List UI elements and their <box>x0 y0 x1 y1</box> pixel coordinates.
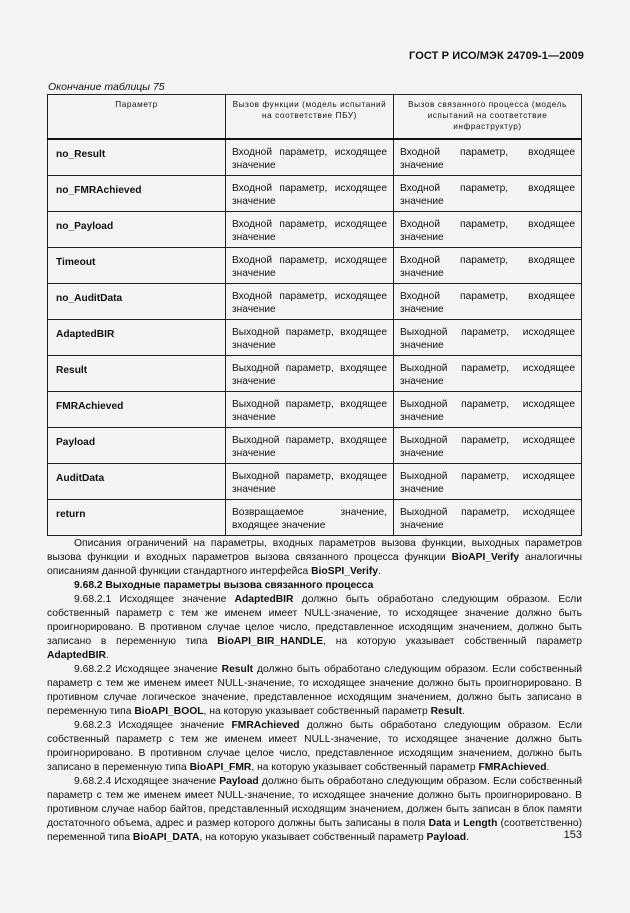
paragraph-9-68-2-4: 9.68.2.4 Исходящее значение Payload должно быть обработано следующим образом. Если собственный параметр с тем же именем имеет NULL-значение, то исходящее значение должно быть проигнорировано. В противном случае набор байтов, представленный исходящим значением, должен быть записан в блок памяти достаточного объема, адрес и размер которого должны быть записаны в поля Data и Length (соответственно) переменной типа BioAPI_DATA, на которую указывает собственный параметр Payload. <box>47 776 583 843</box>
table-row <box>48 283 582 319</box>
document-header: ГОСТ Р ИСО/МЭК 24709-1—2009 <box>409 50 584 62</box>
related-process-cell: Выходной параметр, исходящее значение <box>394 391 582 427</box>
param-name: no_AuditData <box>48 283 226 319</box>
table-row <box>48 211 582 247</box>
function-call-cell: Возвращаемое значение, входящее значение <box>226 499 394 535</box>
table-row <box>48 247 582 283</box>
function-call-cell: Выходной параметр, входящее значение <box>226 463 394 499</box>
param-name: return <box>48 499 226 535</box>
paragraph-intro: Описания ограничений на параметры, входных параметров вызова функции, выходных параметров вызова функции и входных параметров вызова связанного процесса функции BioAPI_Verify аналогичны описаниям данной функции стандартного интерфейса BioSPI_Verify. <box>47 538 583 577</box>
param-name: no_FMRAchieved <box>48 175 226 211</box>
related-process-cell: Выходной параметр, исходящее значение <box>394 463 582 499</box>
related-process-cell: Входной параметр, входящее значение <box>394 139 582 175</box>
table-caption: Окончание таблицы 75 <box>48 81 165 93</box>
header-parameter: Параметр <box>48 95 226 140</box>
parameters-table <box>47 94 582 536</box>
param-name: no_Result <box>48 139 226 175</box>
related-process-cell: Входной параметр, входящее значение <box>394 175 582 211</box>
function-call-cell: Входной параметр, исходящее значение <box>226 211 394 247</box>
header-function-call: Вызов функции (модель испытаний на соответствие ПБУ) <box>226 95 394 140</box>
param-name: Result <box>48 355 226 391</box>
paragraph-9-68-2-1: 9.68.2.1 Исходящее значение AdaptedBIR должно быть обработано следующим образом. Если собственный параметр с тем же именем имеет NULL-значение, то исходящее значение должно быть проигнорировано. В противном случае целое число, представленное исходящим значением, должно быть записано в переменную типа BioAPI_BIR_HANDLE, на которую указывает собственный параметр AdaptedBIR. <box>47 594 582 661</box>
table-row <box>48 319 582 355</box>
related-process-cell: Выходной параметр, исходящее значение <box>394 319 582 355</box>
related-process-cell: Выходной параметр, исходящее значение <box>394 427 582 463</box>
table-row <box>48 499 582 535</box>
table-row <box>48 427 582 463</box>
param-name: AdaptedBIR <box>48 319 226 355</box>
function-call-cell: Выходной параметр, входящее значение <box>226 355 394 391</box>
param-name: no_Payload <box>48 211 226 247</box>
related-process-cell: Входной параметр, входящее значение <box>394 247 582 283</box>
header-related-process: Вызов связанного процесса (модель испытаний на соответствие инфраструктур) <box>394 95 582 140</box>
table-row <box>48 175 582 211</box>
function-call-cell: Выходной параметр, входящее значение <box>226 427 394 463</box>
function-call-cell: Выходной параметр, входящее значение <box>226 319 394 355</box>
paragraph-9-68-2-3: 9.68.2.3 Исходящее значение FMRAchieved должно быть обработано следующим образом. Если собственный параметр с тем же именем имеет NULL-значение, то исходящее значение должно быть проигнорировано. В противном случае целое число, представленное исходящим значением, должно быть записано в переменную типа BioAPI_FMR, на которую указывает собственный параметр FMRAchieved. <box>47 720 582 773</box>
table-row <box>48 463 582 499</box>
param-name: Timeout <box>48 247 226 283</box>
function-call-cell: Входной параметр, исходящее значение <box>226 247 394 283</box>
related-process-cell: Выходной параметр, исходящее значение <box>394 355 582 391</box>
param-name: FMRAchieved <box>48 391 226 427</box>
param-name: Payload <box>48 427 226 463</box>
param-name: AuditData <box>48 463 226 499</box>
function-call-cell: Входной параметр, исходящее значение <box>226 175 394 211</box>
related-process-cell: Выходной параметр, исходящее значение <box>394 499 582 535</box>
table-row <box>48 355 582 391</box>
table-row <box>48 391 582 427</box>
related-process-cell: Входной параметр, входящее значение <box>394 211 582 247</box>
table-header-row <box>48 95 582 140</box>
function-call-cell: Выходной параметр, входящее значение <box>226 391 394 427</box>
paragraph-9-68-2-2: 9.68.2.2 Исходящее значение Result должно быть обработано следующим образом. Если собственный параметр с тем же именем имеет NULL-значение, то исходящее значение должно быть проигнорировано. В противном случае логическое значение, представленное исходящим значением, должно быть записано в переменную типа BioAPI_BOOL, на которую указывает собственный параметр Result. <box>47 664 582 717</box>
body-text <box>47 537 582 845</box>
function-call-cell: Входной параметр, исходящее значение <box>226 139 394 175</box>
page-number: 153 <box>563 829 582 841</box>
function-call-cell: Входной параметр, исходящее значение <box>226 283 394 319</box>
section-heading: 9.68.2 Выходные параметры вызова связанного процесса <box>74 580 374 591</box>
table-row <box>48 139 582 175</box>
related-process-cell: Входной параметр, входящее значение <box>394 283 582 319</box>
